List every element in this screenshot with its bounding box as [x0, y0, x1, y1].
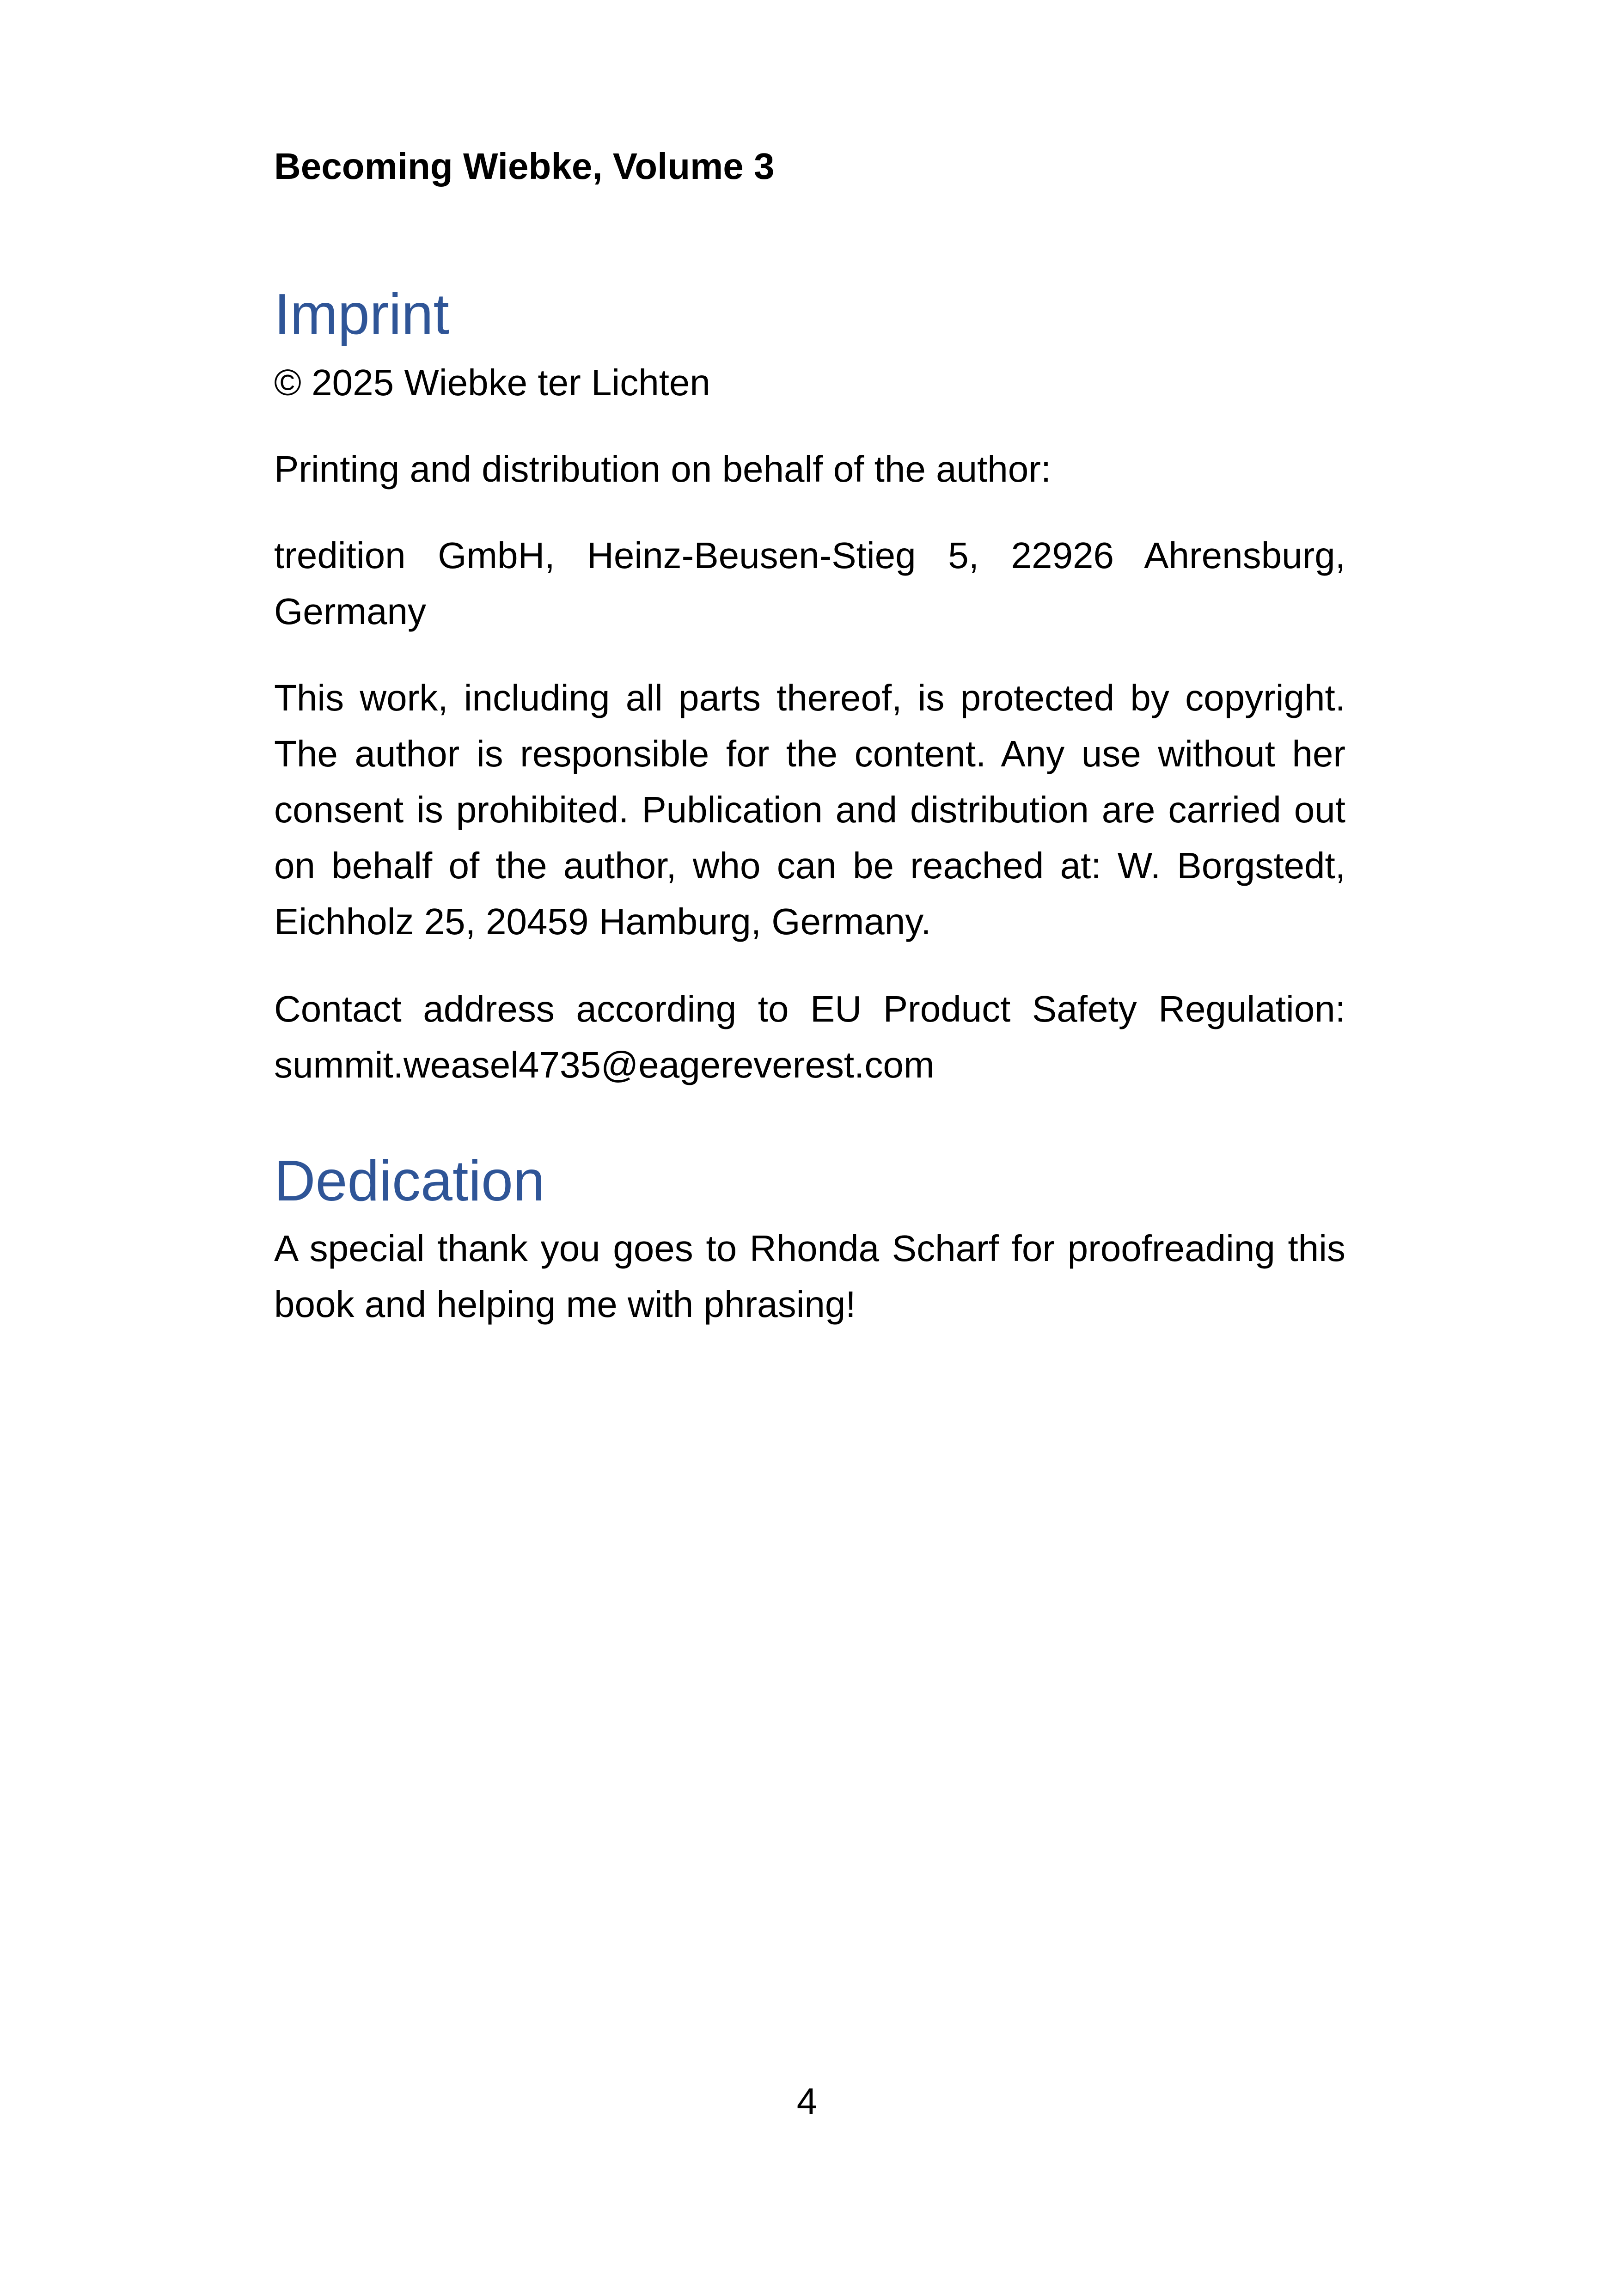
publisher-address: tredition GmbH, Heinz-Beusen-Stieg 5, 22926 Ahrensburg, Germany — [274, 535, 1345, 632]
page-number: 4 — [796, 2081, 818, 2122]
running-book-title: Becoming Wiebke, Volume 3 — [274, 146, 775, 187]
product-safety-contact: Contact address according to EU Product Safety Regulation: summit.weasel4735@eagereverest.com — [274, 988, 1345, 1085]
imprint-heading: Imprint — [274, 282, 449, 346]
rights-statement: This work, including all parts thereof, is protected by copyright. The author is responsible for the content. Any use without her consent is prohibited. Publication and distribution are carried out on behalf of the author, who can be reached at: W. Borgstedt, Eichholz 25, 20459 Hamburg, Germany. — [274, 677, 1345, 942]
printing-statement: Printing and distribution on behalf of the author: — [274, 448, 1052, 490]
copyright-notice: © 2025 Wiebke ter Lichten — [274, 362, 710, 403]
dedication-heading: Dedication — [274, 1149, 545, 1213]
dedication-text: A special thank you goes to Rhonda Scharf for proofreading this book and helping me with phrasing! — [274, 1228, 1345, 1325]
